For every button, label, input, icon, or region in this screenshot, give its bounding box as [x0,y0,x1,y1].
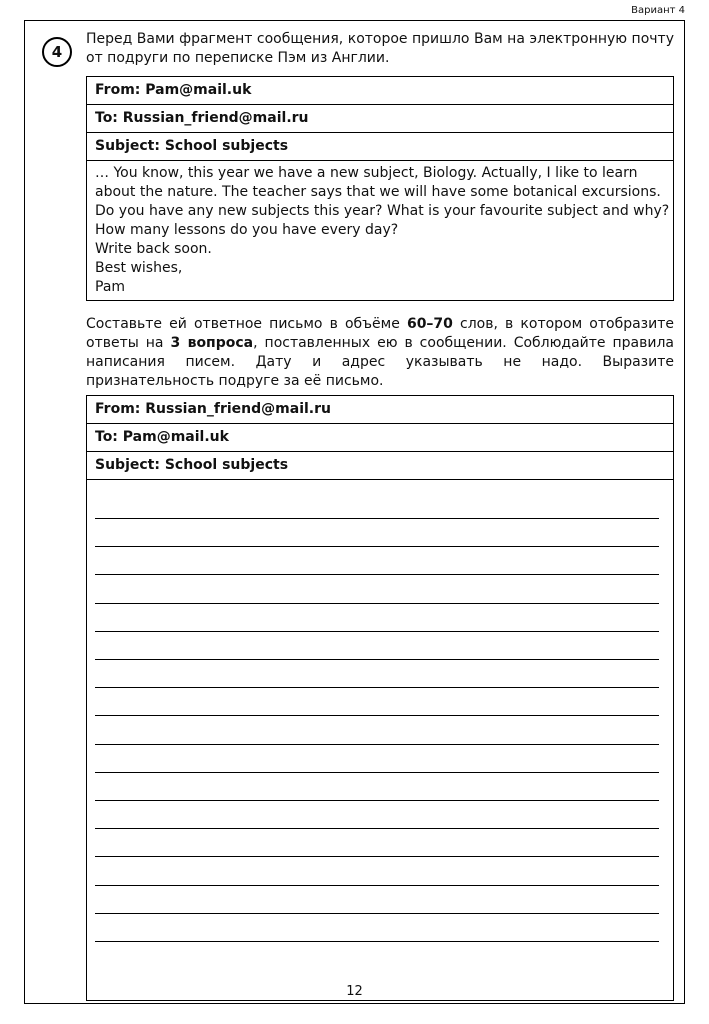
writing-line [95,603,659,604]
writing-line [95,546,659,547]
incoming-body [87,161,673,300]
incoming-subject: Subject: School subjects [87,133,673,161]
instruction-text: слов, в котором отобразите ответы на [86,316,674,351]
writing-line [95,800,659,801]
body-line: … You know, this year we have a new subject, Biology. Actually, I like to learn [95,165,638,181]
writing-line [95,631,659,632]
body-line: Pam [95,279,126,295]
writing-line [95,687,659,688]
body-line: Write back soon. [95,241,212,257]
body-line: about the nature. The teacher says that we will have some botanical excursions. [95,184,661,200]
writing-line [95,772,659,773]
writing-line [95,913,659,914]
reply-subject: Subject: School subjects [87,452,673,480]
word-count: 60–70 [406,316,453,332]
incoming-email-box [86,76,674,301]
writing-line [95,744,659,745]
question-count: 3 вопроса [170,335,254,351]
reply-from: From: Russian_friend@mail.ru [87,396,673,424]
task-number-badge: 4 [42,37,72,67]
incoming-from: From: Pam@mail.uk [87,77,673,105]
instruction-text: Составьте ей ответное письмо в объёме [86,316,407,332]
writing-line [95,518,659,519]
writing-line [95,856,659,857]
body-line: Do you have any new subjects this year? What is your favourite subject and why? [95,203,670,219]
writing-line [95,574,659,575]
body-line: Best wishes, [95,260,183,276]
instruction-text: , поставленных ею в сообщении. Соблюдайте правила написания писем. Дату и адрес указывать не надо. Выразите признательность подруге за её письмо. [86,335,674,389]
incoming-to: To: Russian_friend@mail.ru [87,105,673,133]
task-instruction [86,315,674,391]
writing-line [95,659,659,660]
writing-line [95,885,659,886]
body-line: How many lessons do you have every day? [95,222,399,238]
page-number: 12 [346,984,363,999]
reply-to: To: Pam@mail.uk [87,424,673,452]
task-intro: Перед Вами фрагмент сообщения, которое пришло Вам на электронную почту от подруги по переписке Пэм из Англии. [86,31,674,66]
writing-line [95,828,659,829]
writing-line [95,941,659,942]
writing-line [95,715,659,716]
reply-email-box [86,395,674,1001]
answer-writing-area[interactable] [87,480,673,1000]
variant-label: Вариант 4 [631,5,685,16]
